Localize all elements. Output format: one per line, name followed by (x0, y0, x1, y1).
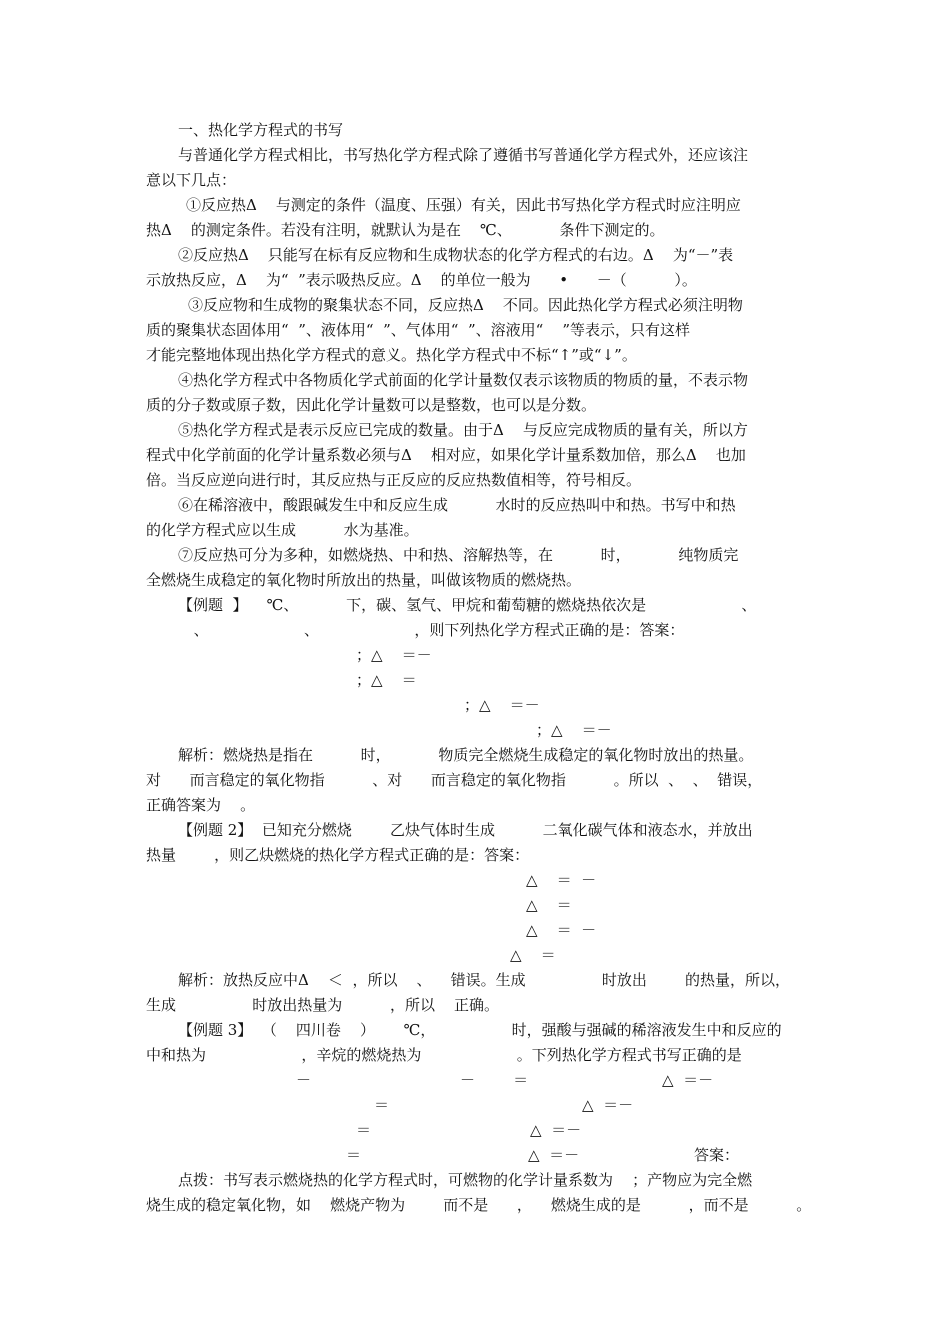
text-line: 点拨：书写表示燃烧热的化学方程式时，可燃物的化学计量系数为 ；产物应为完全燃 (178, 1171, 753, 1189)
text-line: 解析：燃烧热是指在 时， 物质完全燃烧生成稳定的氧化物时放出的热量。 (178, 746, 754, 764)
text-line: ③反应物和生成物的聚集状态不同，反应热Δ 不同。因此热化学方程式必须注明物 (188, 296, 743, 314)
text-line: ①反应热Δ 与测定的条件（温度、压强）有关，因此书写热化学方程式时应注明应 (186, 196, 741, 214)
example-1-heading: 【例题 】 ℃、 下，碳、氢气、甲烷和葡萄糖的燃烧热依次是 、 (178, 596, 757, 614)
text-line: 质的聚集状态固体用“ ”、液体用“ ”、气体用“ ”、溶液用“ ”等表示，只有这样 (146, 321, 691, 339)
equation-fragment: － (296, 1071, 312, 1089)
equation-option: △ ＝ － (526, 921, 597, 939)
text-line: 的化学方程式应以生成 水为基准。 (146, 521, 419, 539)
example-3-heading: 【例题 3】 （ 四川卷 ） ℃， 时，强酸与强碱的稀溶液发生中和反应的 (178, 1021, 782, 1039)
text-line: 程式中化学前面的化学计量系数必须与Δ 相对应，如果化学计量系数加倍，那么Δ 也加 (146, 446, 746, 464)
equation-option: △ ＝ － (526, 871, 597, 889)
equation-fragment: ＝ (346, 1146, 362, 1164)
equation-fragment: △ ＝－ (530, 1121, 582, 1139)
text-line: 才能完整地体现出热化学方程式的意义。热化学方程式中不标“↑”或“↓”。 (146, 346, 637, 364)
text-line: 解析：放热反应中Δ ＜ ，所以 、 错误。生成 时放出 的热量，所以， (178, 971, 791, 989)
text-line: 烧生成的稳定氧化物，如 燃烧产物为 而不是 ， 燃烧生成的是 ，而不是 。 (146, 1196, 812, 1214)
text-line: 倍。当反应逆向进行时，其反应热与正反应的反应热数值相等，符号相反。 (146, 471, 642, 489)
equation-option: △ ＝ (510, 946, 556, 964)
text-line: ④热化学方程式中各物质化学式前面的化学计量数仅表示该物质的物质的量，不表示物 (178, 371, 749, 389)
equation-option: ；△ ＝－ (536, 721, 612, 739)
text-line: 与普通化学方程式相比，书写热化学方程式除了遵循书写普通化学方程式外，还应该注 (178, 146, 749, 164)
text-line: ⑤热化学方程式是表示反应已完成的数量。由于Δ 与反应完成物质的量有关，所以方 (178, 421, 748, 439)
example-2-heading: 【例题 2】 已知充分燃烧 乙炔气体时生成 二氧化碳气体和液态水，并放出 (178, 821, 753, 839)
equation-fragment: － ＝ (460, 1071, 529, 1089)
equation-fragment: ＝ (374, 1096, 390, 1114)
equation-option: ；△ ＝－ (464, 696, 540, 714)
equation-option: △ ＝ (526, 896, 572, 914)
text-line: 全燃烧生成稳定的氧化物时所放出的热量，叫做该物质的燃烧热。 (146, 571, 582, 589)
text-line: ⑦反应热可分为多种，如燃烧热、中和热、溶解热等，在 时， 纯物质完 (178, 546, 739, 564)
text-line: 意以下几点： (146, 171, 237, 189)
equation-option: ；△ ＝ (356, 671, 417, 689)
section-heading: 一、热化学方程式的书写 (178, 121, 344, 139)
text-line: 热Δ 的测定条件。若没有注明，就默认为是在 ℃、 条件下测定的。 (146, 221, 665, 239)
text-line: 对 而言稳定的氧化物指 、对 而言稳定的氧化物指 。所以 、 、 错误， (146, 771, 763, 789)
equation-fragment: △ ＝－ (662, 1071, 714, 1089)
text-line: 生成 时放出热量为 ，所以 正确。 (146, 996, 500, 1014)
answer-label: 答案： (694, 1146, 740, 1164)
equation-fragment: △ ＝－ (582, 1096, 634, 1114)
text-line: 正确答案为 。 (146, 796, 256, 814)
text-line: 、 、 ，则下列热化学方程式正确的是：答案： (146, 621, 685, 639)
text-line: 质的分子数或原子数，因此化学计量数可以是整数，也可以是分数。 (146, 396, 597, 414)
equation-option: ；△ ＝－ (356, 646, 432, 664)
text-line: ②反应热Δ 只能写在标有反应物和生成物状态的化学方程式的右边。Δ 为“－”表 (178, 246, 734, 264)
text-line: ⑥在稀溶液中，酸跟碱发生中和反应生成 水时的反应热叫中和热。书写中和热 (178, 496, 736, 514)
equation-fragment: △ ＝－ (528, 1146, 580, 1164)
text-line: 中和热为 ，辛烷的燃烧热为 。下列热化学方程式书写正确的是 (146, 1046, 742, 1064)
text-line: 示放热反应，Δ 为“ ”表示吸热反应。Δ 的单位一般为 • －（ ）。 (146, 271, 697, 289)
text-line: 热量 ，则乙炔燃烧的热化学方程式正确的是：答案： (146, 846, 530, 864)
equation-fragment: ＝ (356, 1121, 372, 1139)
